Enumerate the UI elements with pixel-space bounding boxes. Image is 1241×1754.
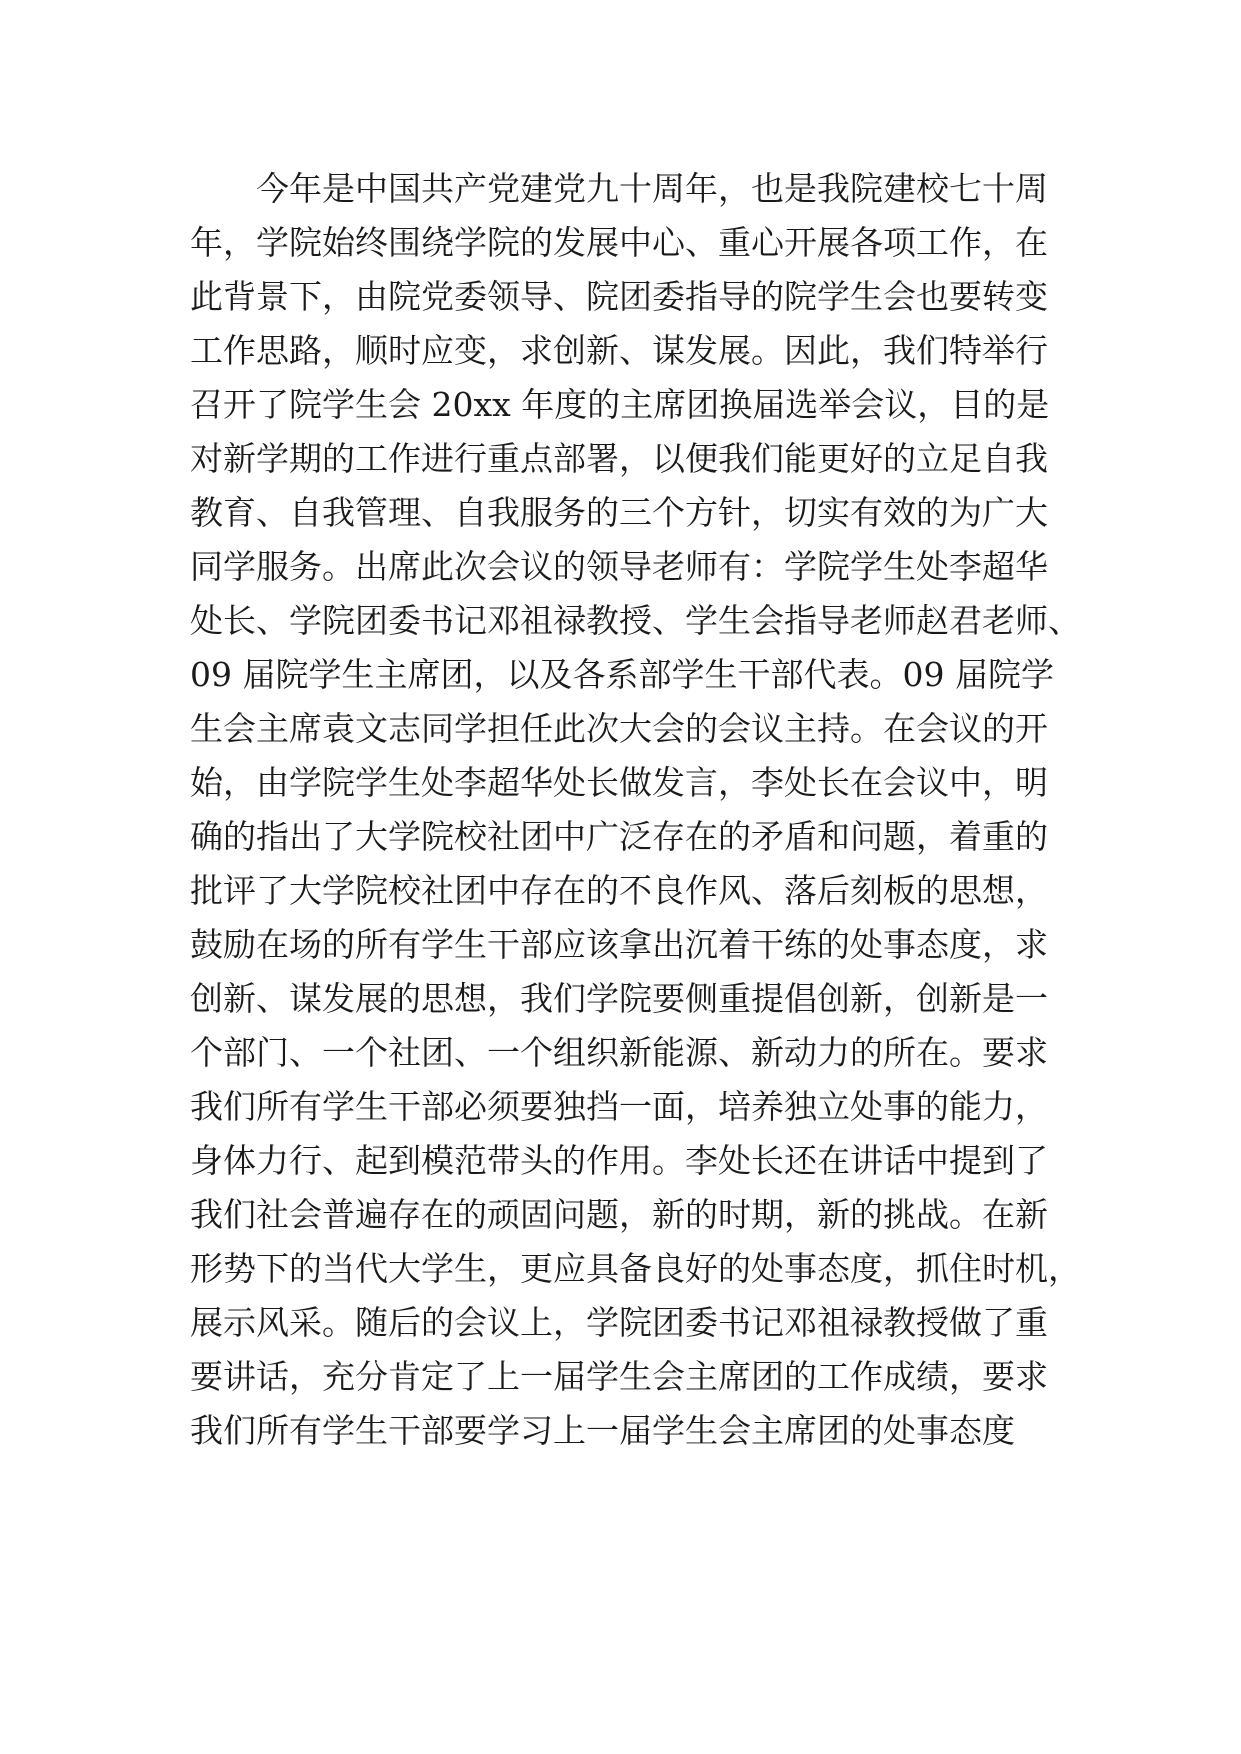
paragraph-line: 确的指出了大学院校社团中广泛存在的矛盾和问题，着重的 (190, 817, 1048, 856)
paragraph-line: 形势下的当代大学生，更应具备良好的处事态度，抓住时机， (190, 1249, 1081, 1288)
paragraph-line: 09 届院学生主席团，以及各系部学生干部代表。09 届院学 (190, 655, 1054, 694)
paragraph-line: 此背景下，由院党委领导、院团委指导的院学生会也要转变 (190, 277, 1048, 316)
paragraph-line: 要讲话，充分肯定了上一届学生会主席团的工作成绩，要求 (190, 1357, 1048, 1396)
paragraph-line: 我们所有学生干部要学习上一届学生会主席团的处事态度 (190, 1411, 1015, 1450)
paragraph-line: 我们社会普遍存在的顽固问题，新的时期，新的挑战。在新 (190, 1195, 1048, 1234)
paragraph-line: 教育、自我管理、自我服务的三个方针，切实有效的为广大 (190, 493, 1048, 532)
paragraph-line: 生会主席袁文志同学担任此次大会的会议主持。在会议的开 (190, 709, 1048, 748)
paragraph-line: 今年是中国共产党建党九十周年，也是我院建校七十周 (256, 169, 1048, 208)
paragraph-line: 批评了大学院校社团中存在的不良作风、落后刻板的思想， (190, 871, 1048, 910)
paragraph-line: 处长、学院团委书记邓祖禄教授、学生会指导老师赵君老师、 (190, 601, 1081, 640)
paragraph-line: 始，由学院学生处李超华处长做发言，李处长在会议中，明 (190, 763, 1048, 802)
paragraph-line: 年，学院始终围绕学院的发展中心、重心开展各项工作，在 (190, 223, 1048, 262)
paragraph-line: 工作思路，顺时应变，求创新、谋发展。因此，我们特举行 (190, 331, 1048, 370)
paragraph-line: 创新、谋发展的思想，我们学院要侧重提倡创新，创新是一 (190, 979, 1048, 1018)
paragraph-line: 同学服务。出席此次会议的领导老师有：学院学生处李超华 (190, 547, 1048, 586)
paragraph-line: 召开了院学生会 20xx 年度的主席团换届选举会议，目的是 (190, 385, 1050, 424)
paragraph-line: 鼓励在场的所有学生干部应该拿出沉着干练的处事态度，求 (190, 925, 1048, 964)
paragraph-line: 展示风采。随后的会议上，学院团委书记邓祖禄教授做了重 (190, 1303, 1048, 1342)
paragraph-line: 个部门、一个社团、一个组织新能源、新动力的所在。要求 (190, 1033, 1048, 1072)
paragraph-line: 我们所有学生干部必须要独挡一面，培养独立处事的能力， (190, 1087, 1048, 1126)
paragraph-line: 对新学期的工作进行重点部署，以便我们能更好的立足自我 (190, 439, 1048, 478)
paragraph-line: 身体力行、起到模范带头的作用。李处长还在讲话中提到了 (190, 1141, 1048, 1180)
body-paragraph (190, 162, 1081, 1458)
